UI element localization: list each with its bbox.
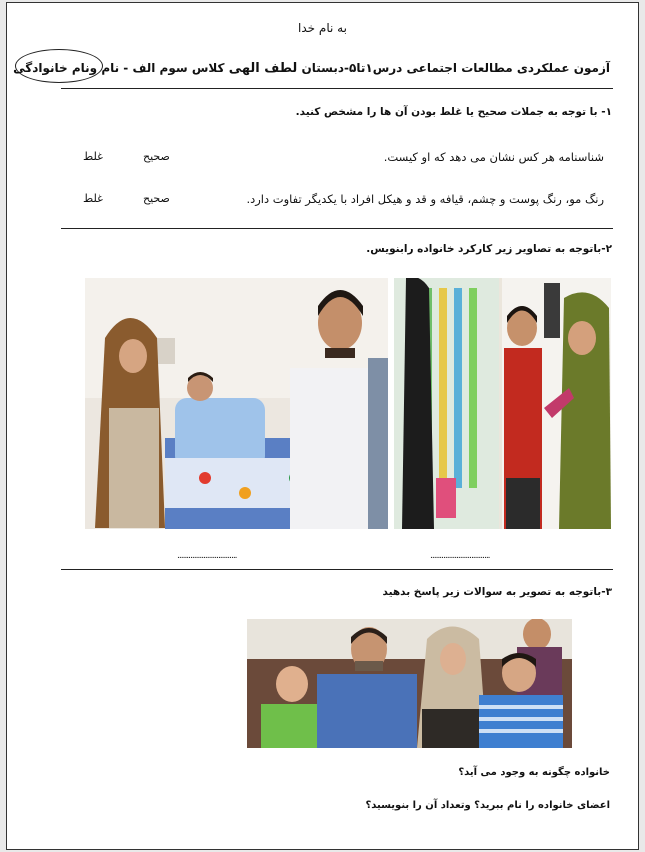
false-option-1[interactable]: غلط	[83, 150, 103, 163]
answer-blank-left[interactable]: ................................	[177, 551, 237, 561]
statement-1: شناسنامه هر کس نشان می دهد که او کیست.	[383, 150, 604, 164]
exam-title: آزمون عملکردی مطالعات اجتماعی درس۱تا۵-دبستان	[301, 61, 610, 75]
class-info: کلاس سوم الف - نام ونام خانوادگی	[13, 61, 225, 75]
true-option-2[interactable]: صحیح	[143, 192, 170, 205]
family-greeting-photo	[394, 278, 611, 529]
question-1: خانواده چگونه به وجود می آید؟	[458, 767, 610, 778]
statement-2: رنگ مو، رنگ پوست و چشم، قیافه و قد و هیکل افراد با یکدیگر تفاوت دارد.	[246, 192, 604, 206]
section3-title: ۳-باتوجه به تصویر به سوالات زیر پاسخ بدهید	[382, 586, 612, 598]
hospital-visit-photo	[85, 278, 388, 529]
question-2: اعضای خانواده را نام ببرید؟ وتعداد آن را بنویسید؟	[365, 800, 610, 811]
divider-line	[61, 569, 613, 570]
school-name: لطف الهی	[228, 61, 298, 76]
section1-title: ۱- با توجه به جملات صحیح یا غلط بودن آن ها را مشخص کنید.	[295, 106, 612, 118]
worksheet-page	[6, 2, 639, 850]
false-option-2[interactable]: غلط	[83, 192, 103, 205]
exam-header	[13, 61, 610, 76]
true-option-1[interactable]: صحیح	[143, 150, 170, 163]
divider-line	[61, 228, 613, 229]
section2-title: ۲-باتوجه به تصاویر زیر کارکرد خانواده رابنویس.	[366, 243, 612, 255]
bismillah-heading: به نام خدا	[298, 21, 347, 35]
family-portrait-photo	[247, 619, 572, 748]
divider-line	[61, 88, 613, 89]
answer-blank-right[interactable]: ................................	[430, 551, 490, 561]
